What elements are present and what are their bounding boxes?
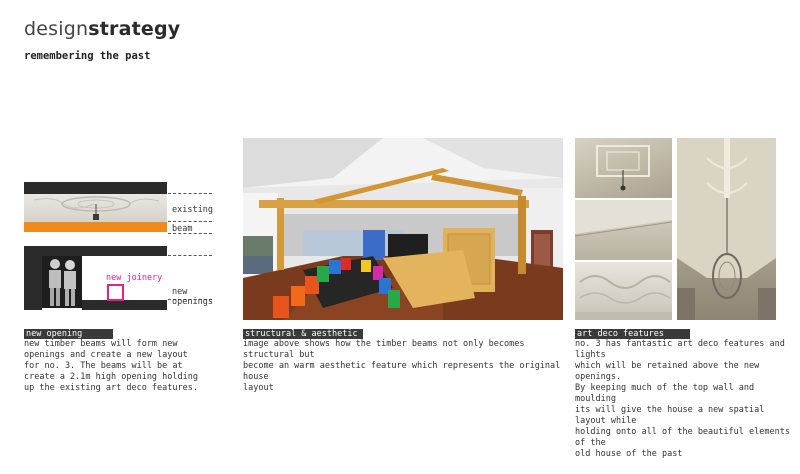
caption-line: for no. 3. The beams will be at (24, 361, 183, 371)
art-deco-ceiling-1 (575, 138, 672, 198)
caption-line: By keeping much of the top wall and moulding (575, 383, 755, 404)
people-silhouettes (42, 256, 82, 308)
caption-line: image above shows how the timber beams not only becomes structural but (243, 339, 525, 360)
art-deco-photo-bottom (575, 262, 672, 320)
caption-line: layout (243, 383, 274, 393)
timber-beam (24, 222, 167, 232)
moulding-pattern (24, 194, 167, 222)
people-figure-photo (42, 256, 82, 308)
caption-structural (243, 339, 573, 394)
interior-render (243, 138, 563, 320)
side-wall-left (24, 256, 42, 310)
label-existing: existing (172, 205, 213, 215)
art-deco-photo-middle (575, 200, 672, 260)
label-new-joinery: new joinery (106, 273, 163, 283)
caption-line: new timber beams will form new (24, 339, 178, 349)
caption-line: up the existing art deco features. (24, 383, 198, 393)
render-illustration (243, 138, 563, 320)
caption-line: openings and create a new layout (24, 350, 188, 360)
art-deco-ceiling-2 (575, 200, 672, 260)
heading-new-opening: new opening (24, 329, 113, 339)
dash-existing-bottom (168, 221, 212, 222)
chandelier-ceiling (677, 138, 776, 320)
label-new-openings-1: new (172, 287, 188, 297)
caption-line: its will give the house a new spatial layout while (575, 405, 765, 426)
caption-new-opening (24, 339, 224, 394)
label-beam: beam (172, 224, 193, 234)
page-subtitle: remembering the past (24, 50, 151, 62)
art-deco-photo-top (575, 138, 672, 198)
existing-beam-diagram (24, 182, 167, 232)
page-title (24, 18, 180, 40)
label-new-openings-2: openings (172, 297, 213, 307)
caption-line: which will be retained above the new openings. (575, 361, 760, 382)
caption-line: old house of the past (575, 449, 683, 459)
art-deco-moulding (575, 262, 672, 320)
chandelier-photo (677, 138, 776, 320)
heading-structural: structural & aesthetic (243, 329, 363, 339)
caption-line: create a 2.1m high opening holding (24, 372, 198, 382)
dash-existing-top (168, 193, 212, 194)
top-wall-bar (24, 246, 167, 256)
ceiling-bar (24, 182, 167, 194)
dash-openings-top (168, 255, 212, 256)
caption-line: holding onto all of the beautiful elements of the (575, 427, 790, 448)
heading-art-deco: art deco features (575, 329, 690, 339)
caption-art-deco (575, 339, 795, 460)
new-openings-diagram (24, 246, 167, 310)
new-joinery-frame (107, 284, 124, 301)
caption-line: become an warm aesthetic feature which represents the original house (243, 361, 561, 382)
title-bold: strategy (88, 18, 181, 40)
title-light: design (24, 18, 89, 40)
ceiling-moulding-photo (24, 194, 167, 222)
caption-line: no. 3 has fantastic art deco features and lights (575, 339, 785, 360)
bottom-floor-bar (82, 300, 167, 310)
